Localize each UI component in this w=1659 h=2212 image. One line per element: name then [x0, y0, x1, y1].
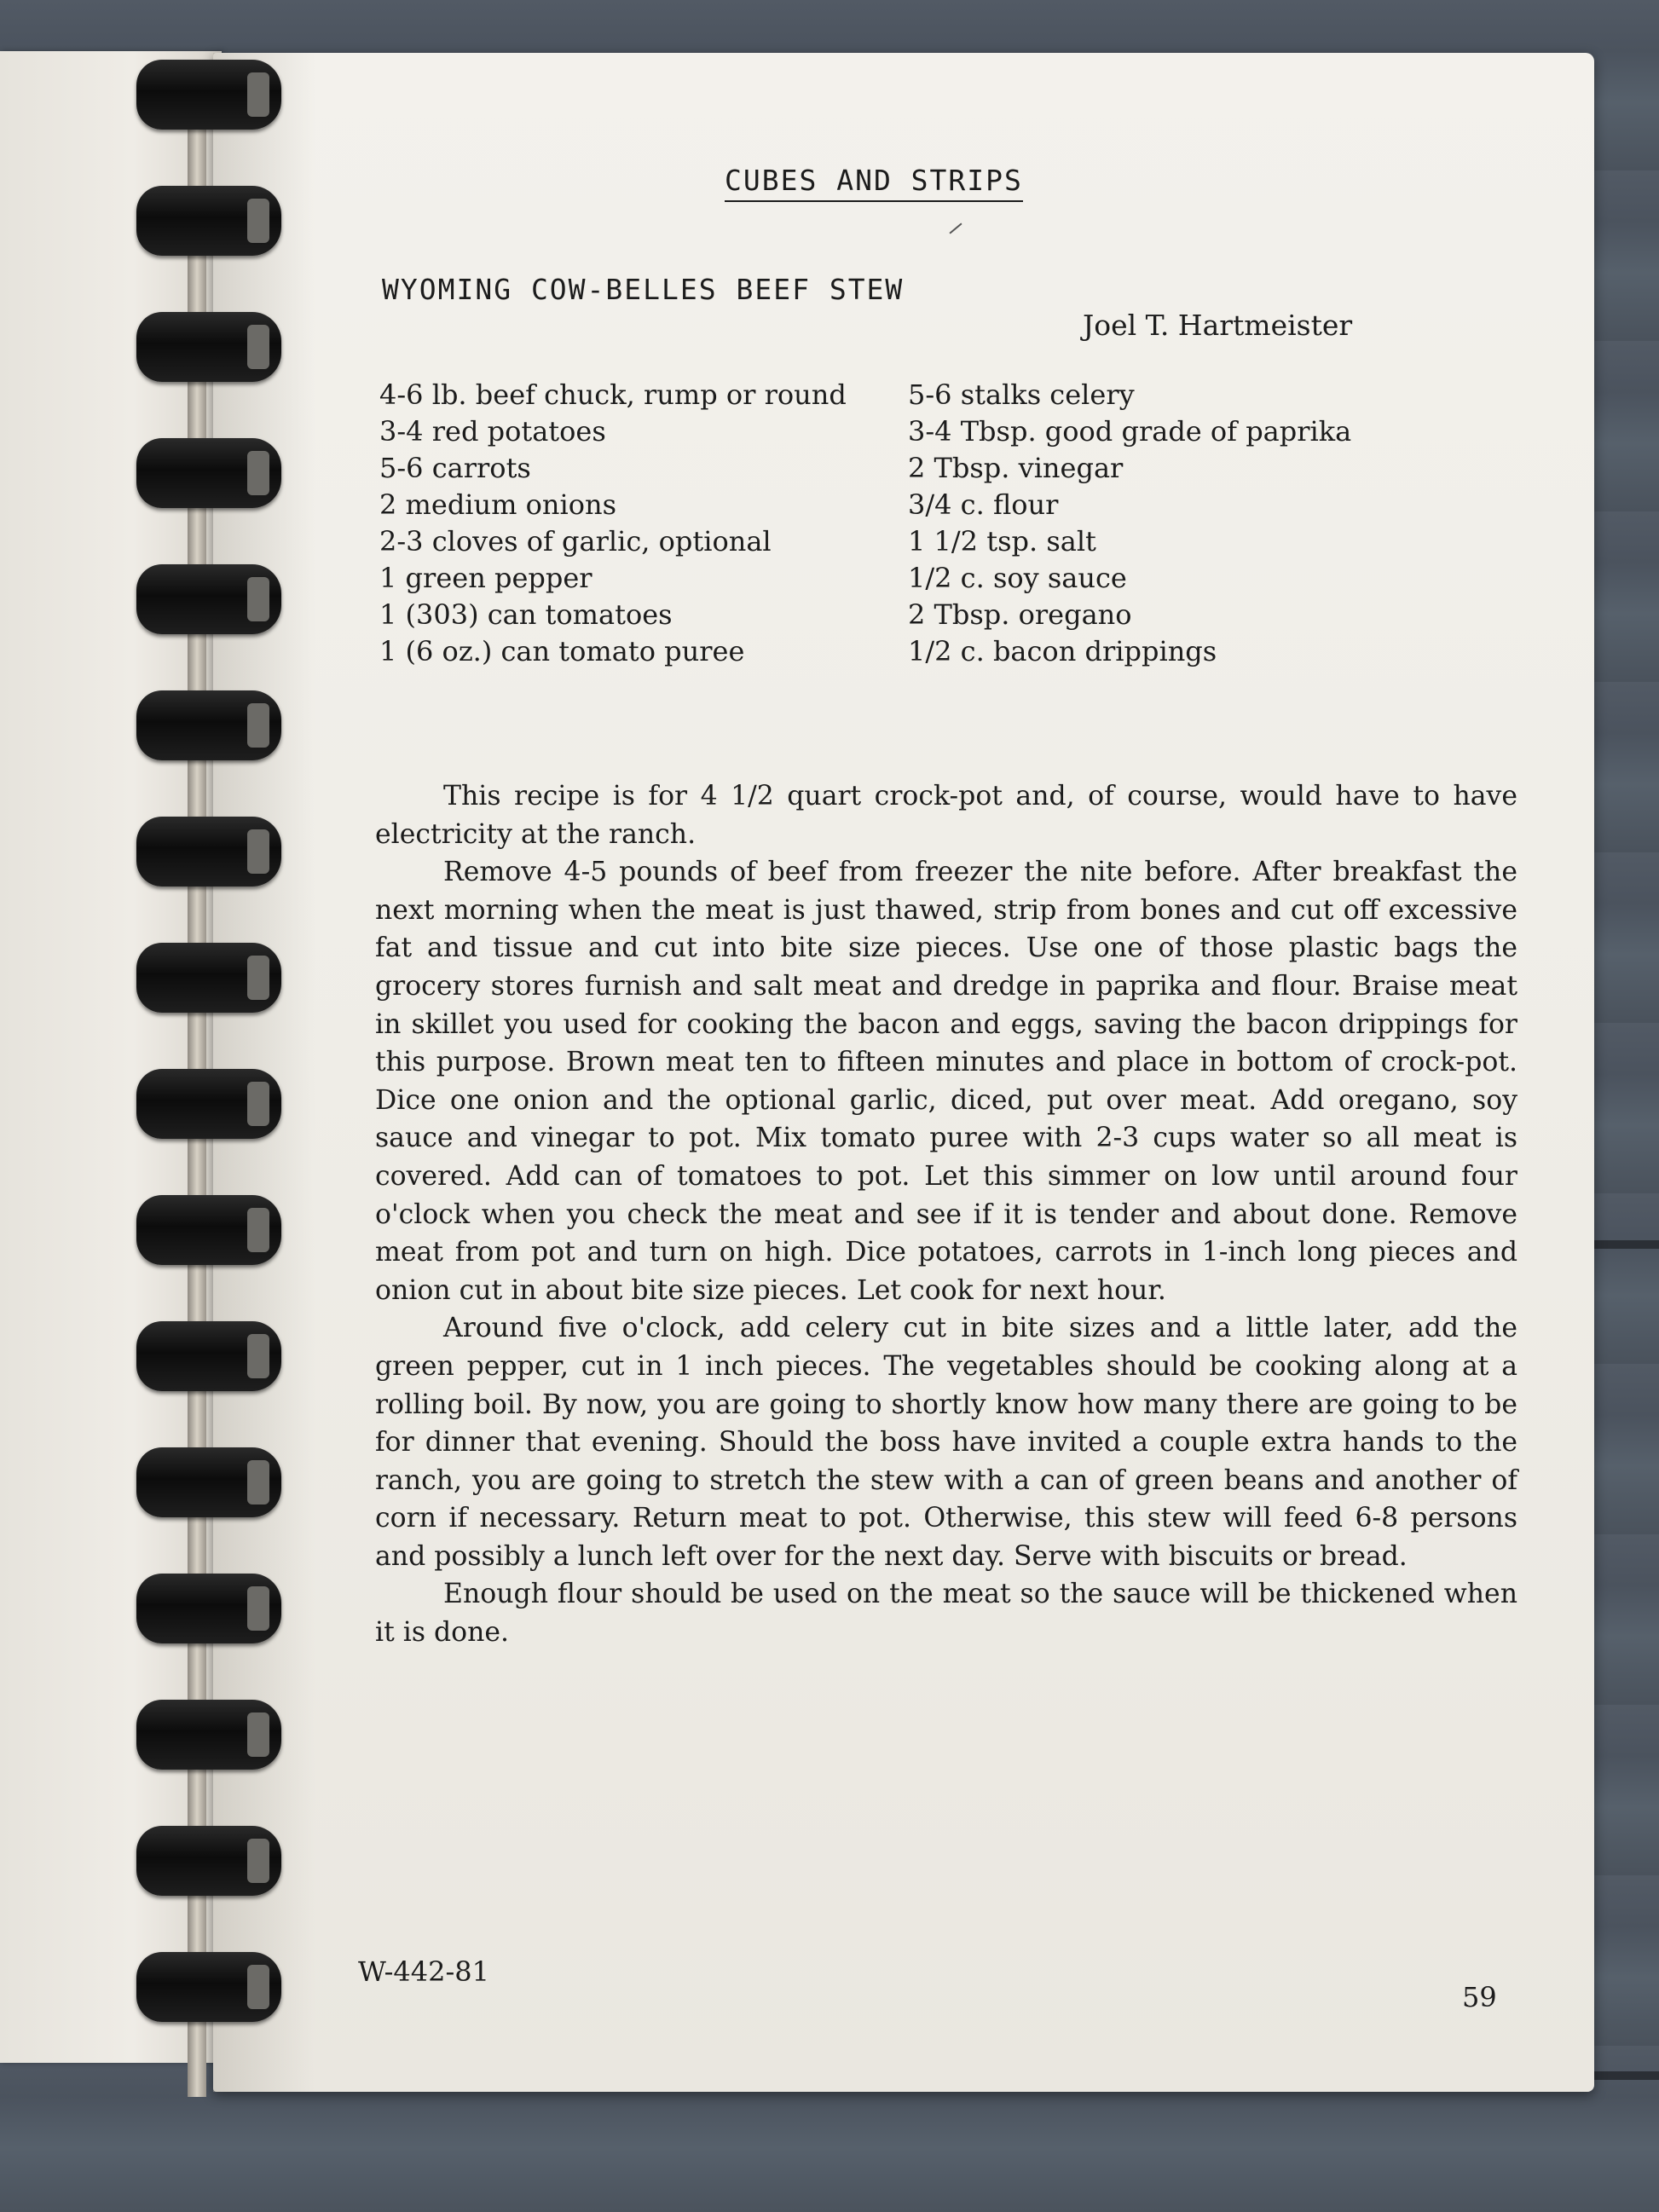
page-content: [213, 53, 1594, 2092]
instruction-paragraph: Around five o'clock, add celery cut in bite sizes and a little later, add the green pepper, cut in 1 inch pieces. The vegetables should be cooking along at a rolling boil. By now, you are going to shortly know how many there are going to be for dinner that evening. Should the boss have invited a couple extra hands to the ranch, you are going to stretch the stew with a can of green beans and another of corn if necessary. Return meat to pot. Otherwise, this stew will feed 6-8 persons and possibly a lunch left over for the next day. Serve with biscuits or bread.: [375, 1313, 1517, 1572]
instruction-paragraph: Enough flour should be used on the meat so the sauce will be thickened when it is done.: [375, 1579, 1517, 1649]
ingredient-item: 1 1/2 tsp. salt: [908, 525, 1096, 557]
recipe-author: Joel T. Hartmeister: [1083, 309, 1353, 342]
binding-hole: [247, 325, 269, 369]
ingredient-item: 1 (6 oz.) can tomato puree: [379, 635, 745, 667]
plank-gap: [1586, 2071, 1659, 2080]
binding-hole: [247, 1712, 269, 1757]
binding-hole: [247, 72, 269, 117]
ingredients-right-column: [908, 377, 1402, 670]
instruction-paragraph: Remove 4-5 pounds of beef from freezer the nite before. After breakfast the next morning when the meat is just thawed, strip from bones and cut off excessive fat and tissue and cut into bite size pieces. Use one of those plastic bags the grocery stores furnish and salt meat and dredge in paprika and flour. Braise meat in skillet you used for cooking the bacon and eggs, saving the bacon drippings for this purpose. Brown meat ten to fifteen minutes and place in bottom of crock-pot. Dice one onion and the optional garlic, diced, put over meat. Add oregano, soy sauce and vinegar to pot. Mix tomato puree with 2-3 cups water so all meat is covered. Add can of tomatoes to pot. Let this simmer on low until around four o'clock when you check the meat and see if it is tender and about done. Remove meat from pot and turn on high. Dice potatoes, carrots in 1-inch long pieces and onion cut in about bite size pieces. Let cook for next hour.: [375, 857, 1517, 1306]
binding-hole: [247, 1460, 269, 1505]
ingredient-item: 3/4 c. flour: [908, 488, 1059, 521]
ingredient-item: 2-3 cloves of garlic, optional: [379, 525, 772, 557]
binding-hole: [247, 199, 269, 243]
pen-mark: [949, 222, 962, 234]
binding-hole: [247, 1082, 269, 1126]
plank-gap: [1586, 1240, 1659, 1249]
section-title: CUBES AND STRIPS: [725, 164, 1023, 202]
ingredient-item: 5-6 carrots: [379, 452, 531, 484]
binding-hole: [247, 1334, 269, 1378]
binding-hole: [247, 451, 269, 495]
ingredient-item: 1 (303) can tomatoes: [379, 598, 673, 631]
cookbook-page: [213, 53, 1594, 2092]
binding-hole: [247, 1965, 269, 2009]
spiral-binding: [128, 60, 298, 2097]
ingredient-item: 1/2 c. soy sauce: [908, 562, 1127, 594]
footer-code: W-442-81: [358, 1955, 489, 1988]
ingredients-left-column: [379, 377, 857, 670]
ingredient-item: 2 medium onions: [379, 488, 617, 521]
ingredient-item: 2 Tbsp. oregano: [908, 598, 1132, 631]
binding-hole: [247, 577, 269, 621]
binding-hole: [247, 703, 269, 748]
page-number: 59: [1462, 1981, 1497, 2013]
recipe-title: WYOMING COW-BELLES BEEF STEW: [382, 273, 905, 306]
ingredient-item: 1 green pepper: [379, 562, 592, 594]
binding-hole: [247, 1839, 269, 1883]
ingredient-item: 2 Tbsp. vinegar: [908, 452, 1124, 484]
binding-hole: [247, 1208, 269, 1252]
instruction-paragraph: This recipe is for 4 1/2 quart crock-pot and, of course, would have to have electricity at the ranch.: [375, 781, 1517, 850]
ingredient-item: 3-4 red potatoes: [379, 415, 606, 448]
ingredient-item: 4-6 lb. beef chuck, rump or round: [379, 378, 847, 411]
ingredient-item: 5-6 stalks celery: [908, 378, 1135, 411]
ingredient-item: 3-4 Tbsp. good grade of paprika: [908, 415, 1352, 448]
binding-hole: [247, 956, 269, 1000]
binding-hole: [247, 1586, 269, 1631]
recipe-instructions: [375, 777, 1517, 1652]
ingredient-item: 1/2 c. bacon drippings: [908, 635, 1217, 667]
binding-hole: [247, 829, 269, 874]
